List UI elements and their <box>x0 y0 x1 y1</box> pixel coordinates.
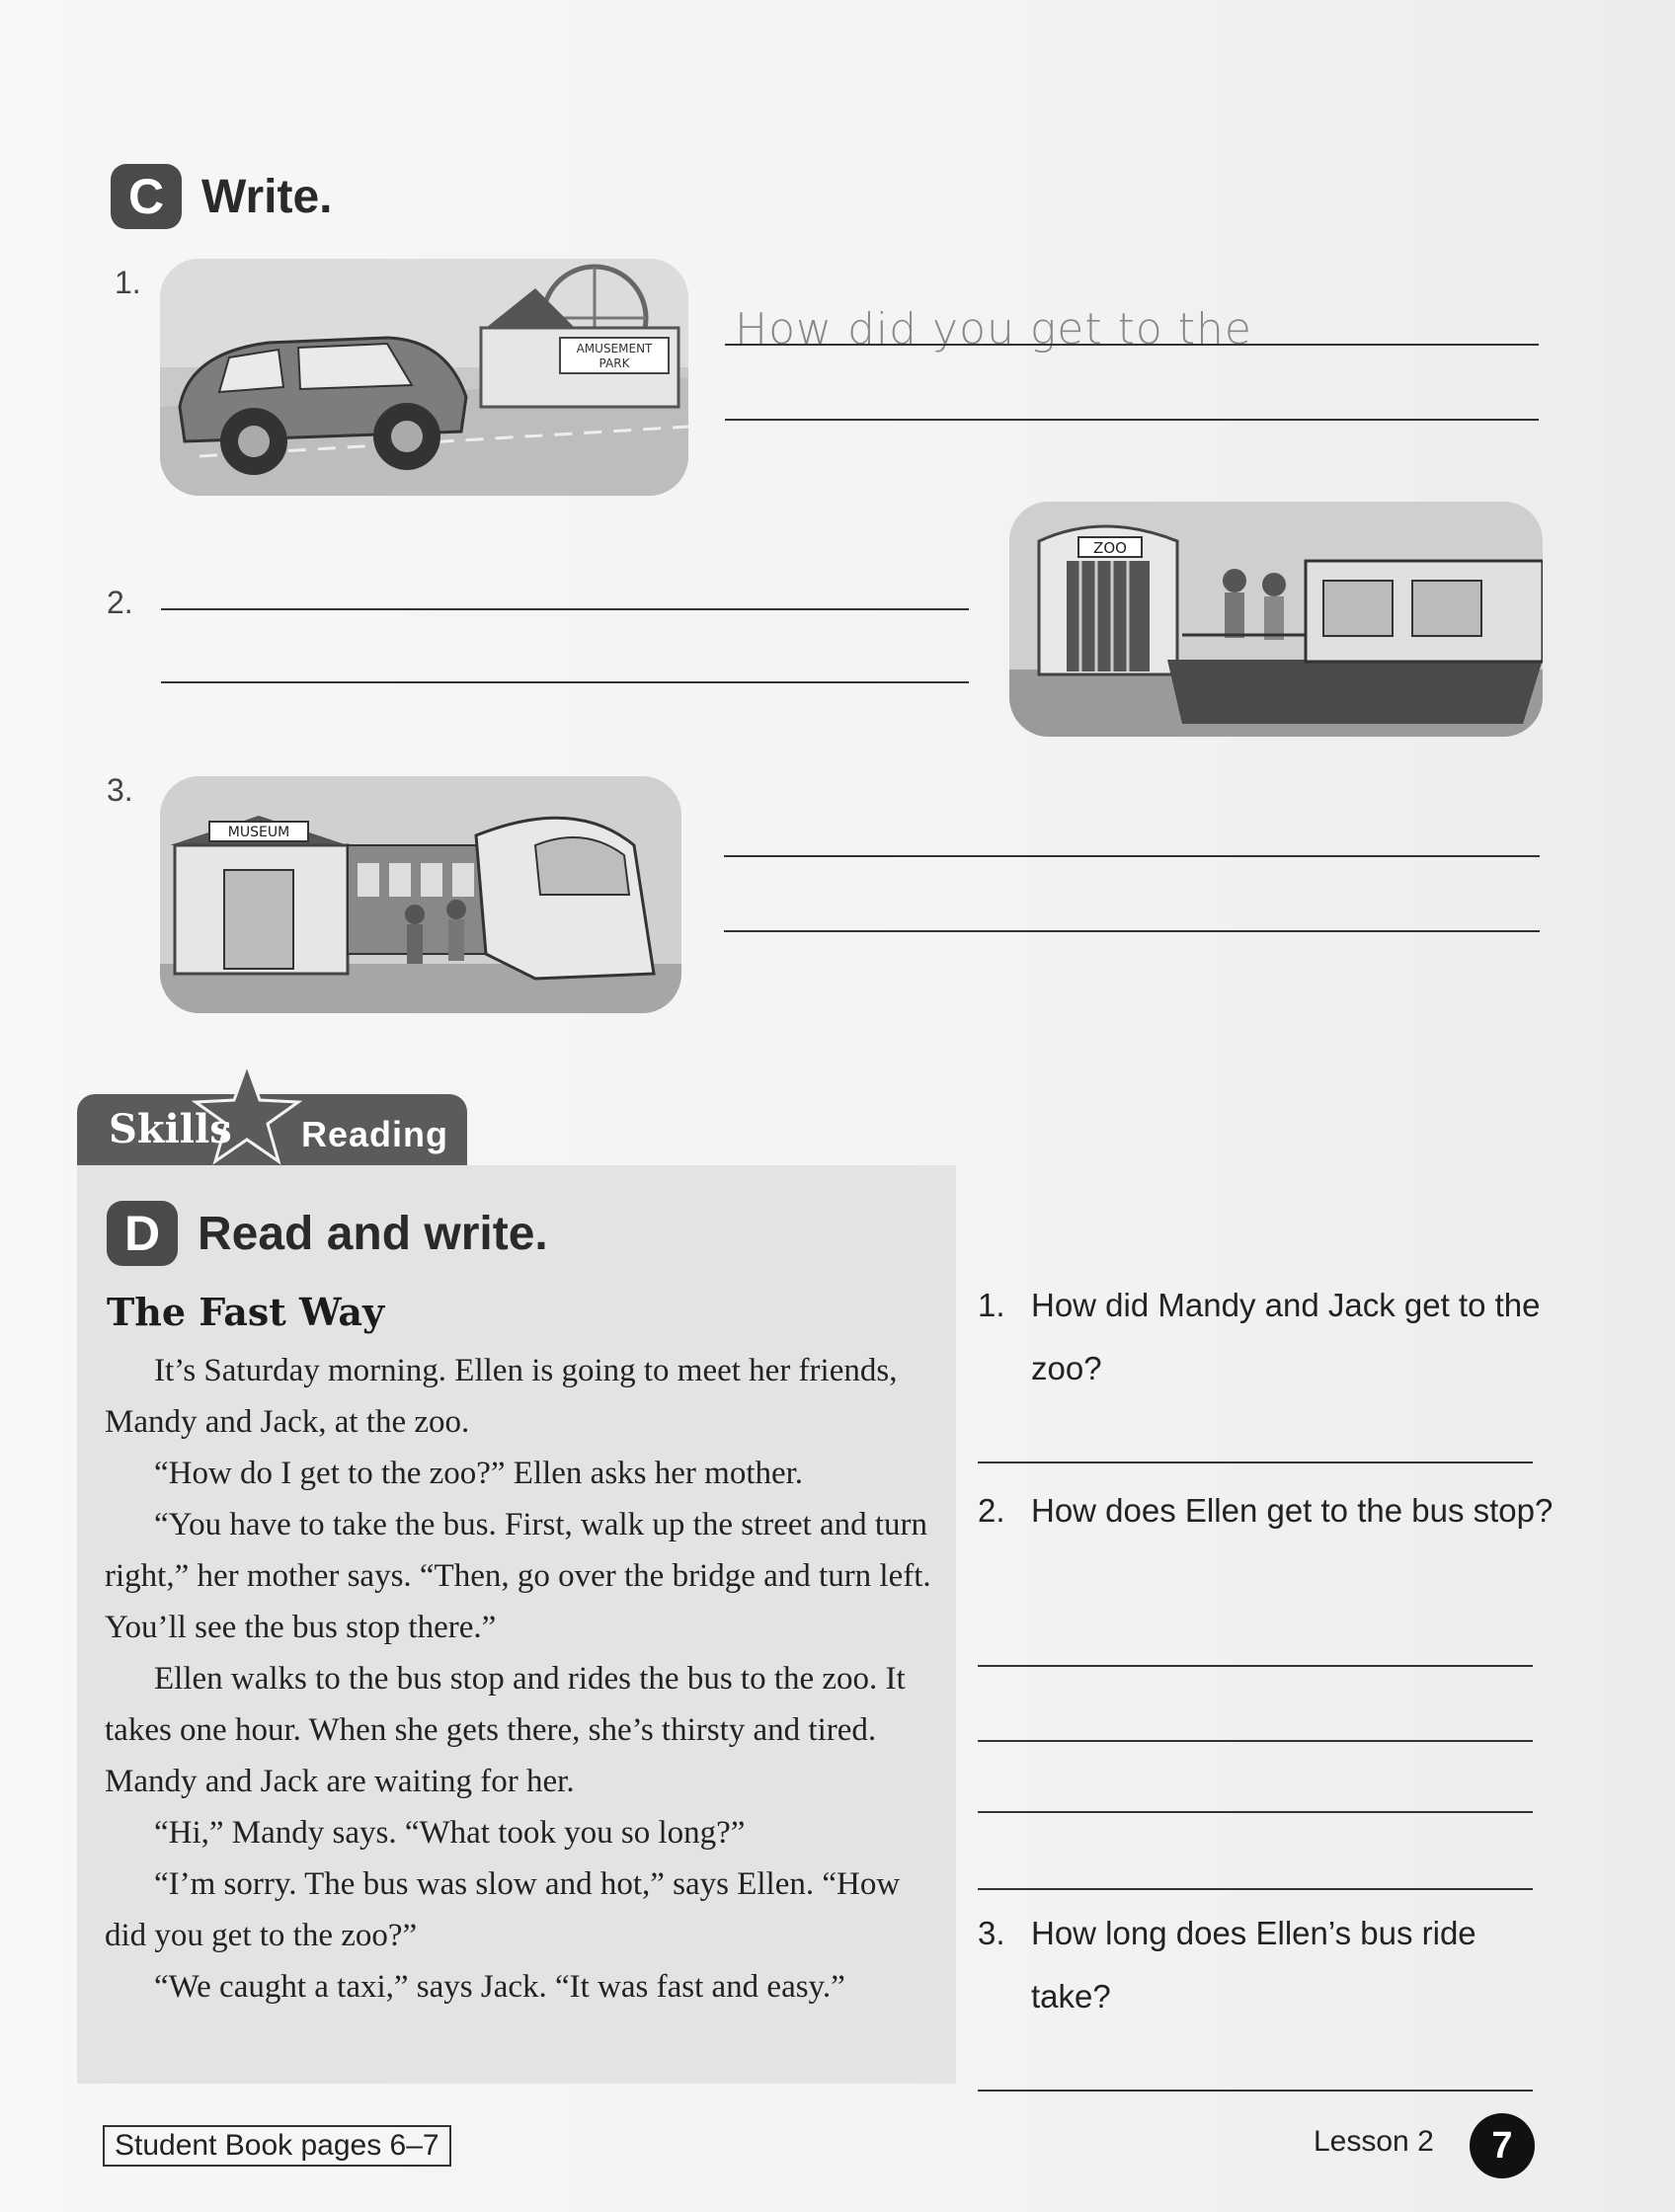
section-c-header <box>111 164 332 229</box>
section-d-header <box>107 1201 548 1266</box>
story-paragraph: “Hi,” Mandy says. “What took you so long?” <box>154 1815 746 1851</box>
question-3-text: How long does Ellen’s bus ride take? <box>1031 1915 1476 2014</box>
story-paragraph: “We caught a taxi,” says Jack. “It was fast and easy.” <box>154 1969 845 2005</box>
answer-2-line-1[interactable] <box>978 1665 1533 1667</box>
answer-2-line-3[interactable] <box>978 1811 1533 1813</box>
question-1-number: 1. <box>978 1287 1005 1323</box>
write-item-3-line-2[interactable] <box>724 930 1540 932</box>
write-item-2-line-1[interactable] <box>161 608 969 610</box>
museum-sign-text: MUSEUM <box>227 825 290 840</box>
question-3-number: 3. <box>978 1915 1005 1951</box>
amusement-sign-text: AMUSEMENT <box>576 342 653 356</box>
park-sign-text: PARK <box>598 356 630 370</box>
book-reference: Student Book pages 6–7 <box>103 2125 451 2167</box>
write-item-3-line-1[interactable] <box>724 855 1540 857</box>
story-paragraph: “I’m sorry. The bus was slow and hot,” says Ellen. “How did you get to the zoo?” <box>105 1866 901 1953</box>
answer-1-line[interactable] <box>978 1462 1533 1463</box>
museum-train-picture <box>160 776 681 1013</box>
answer-2-line-2[interactable] <box>978 1740 1533 1742</box>
page-number: 7 <box>1470 2113 1535 2178</box>
reading-label: Reading <box>301 1114 449 1154</box>
question-2-number: 2. <box>978 1492 1005 1529</box>
question-2-text: How does Ellen get to the bus stop? <box>1031 1492 1554 1529</box>
story-paragraph: “How do I get to the zoo?” Ellen asks her mother. <box>154 1456 804 1491</box>
question-1-text: How did Mandy and Jack get to the zoo? <box>1031 1287 1541 1386</box>
story-paragraph: Ellen walks to the bus stop and rides the bus to the zoo. It takes one hour. When she gets there, she’s thirsty and tired. Mandy and Jack are waiting for her. <box>105 1661 906 1799</box>
story-text <box>105 1345 934 2013</box>
answer-2-line-4[interactable] <box>978 1888 1533 1890</box>
section-d-badge: D <box>107 1201 178 1266</box>
write-item-3-number: 3. <box>107 772 133 808</box>
story-paragraph: It’s Saturday morning. Ellen is going to meet her friends, Mandy and Jack, at the zoo. <box>105 1353 898 1440</box>
write-item-1-line-2[interactable] <box>725 419 1539 421</box>
write-item-2-line-2[interactable] <box>161 681 969 683</box>
story-title: The Fast Way <box>107 1290 385 1334</box>
story-paragraph: “You have to take the bus. First, walk up the street and turn right,” her mother says. “Then, go over the bridge and turn left. You’ll see the bus stop there.” <box>105 1507 931 1645</box>
skills-label: Skills <box>109 1106 232 1152</box>
write-item-1-number: 1. <box>115 265 141 300</box>
zoo-ferry-picture <box>1009 502 1543 737</box>
answer-3-line[interactable] <box>978 2090 1533 2092</box>
section-c-title: Write. <box>201 170 333 223</box>
write-item-1-traced-text: How did you get to the <box>735 304 1252 355</box>
section-c-badge: C <box>111 164 182 229</box>
lesson-label: Lesson 2 <box>1314 2125 1434 2158</box>
write-item-1-line-1[interactable] <box>725 344 1539 346</box>
zoo-sign-text: ZOO <box>1093 539 1127 557</box>
write-item-2-number: 2. <box>107 585 133 620</box>
car-amusement-park-picture <box>160 259 688 496</box>
section-d-title: Read and write. <box>198 1207 548 1260</box>
